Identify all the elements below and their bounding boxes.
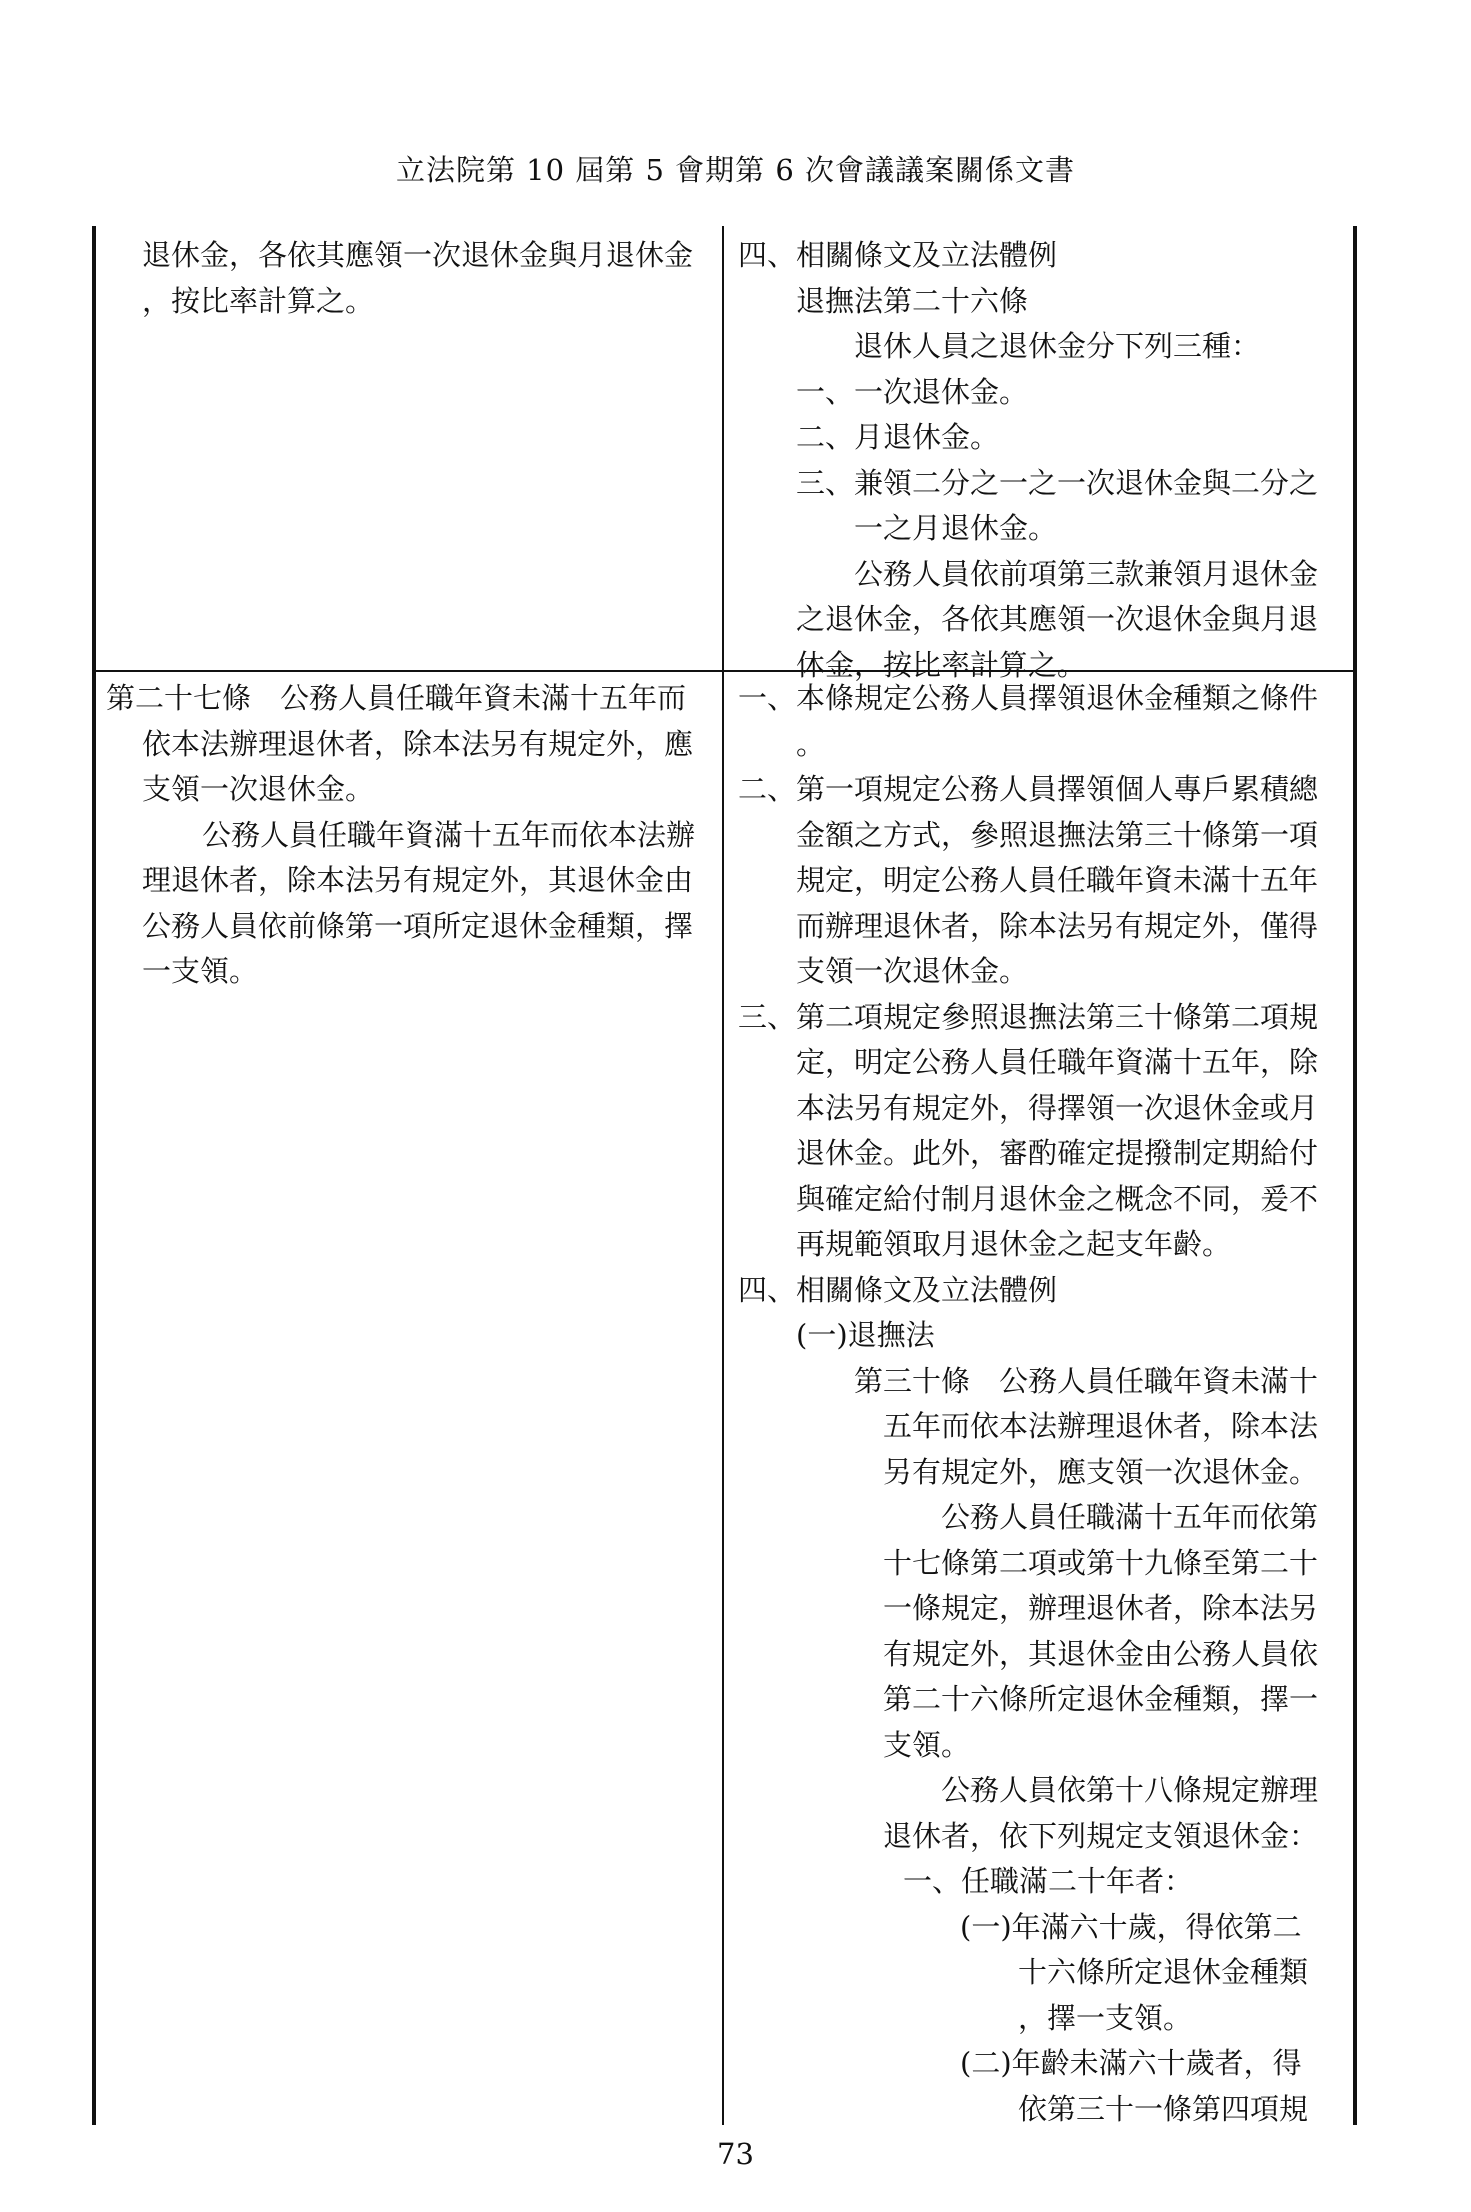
row1-right-cell <box>738 233 1348 688</box>
text-line: 退休金。此外，審酌確定提撥制定期給付 <box>796 1136 1319 1170</box>
text-line: 退休金，各依其應領一次退休金與月退休金 <box>142 238 694 272</box>
text-line: 第二十六條所定退休金種類，擇一 <box>883 1682 1319 1716</box>
text-line: 一條規定，辦理退休者，除本法另 <box>883 1591 1319 1625</box>
text-line: 。 <box>796 726 826 761</box>
text-line: 公務人員依前項第三款兼領月退休金 <box>854 556 1319 591</box>
text-line: 十七條第二項或第十九條至第二十 <box>883 1545 1319 1580</box>
text-line: 二、月退休金。 <box>796 420 1000 454</box>
text-line: 之退休金，各依其應領一次退休金與月退 <box>796 602 1319 636</box>
text-line: 公務人員依前條第一項所定退休金種類，擇 <box>142 908 694 943</box>
page-number: 73 <box>717 2137 754 2171</box>
text-line: (二)年齡未滿六十歲者，得 <box>960 2046 1302 2080</box>
text-line: 一、本條規定公務人員擇領退休金種類之條件 <box>738 681 1319 715</box>
table-right-border <box>1353 226 1357 2125</box>
text-line: 三、兼領二分之一之一次退休金與二分之 <box>796 465 1319 500</box>
text-line: 第二十七條 公務人員任職年資未滿十五年而 <box>106 681 687 715</box>
text-line: 第三十條 公務人員任職年資未滿十 <box>854 1363 1319 1398</box>
text-line: 定，明定公務人員任職年資滿十五年，除 <box>796 1045 1319 1079</box>
text-line: 公務人員任職年資滿十五年而依本法辦 <box>202 817 696 852</box>
text-line: 依本法辦理退休者，除本法另有規定外，應 <box>142 726 694 761</box>
text-line: ，擇一支領。 <box>1018 2000 1193 2035</box>
text-line: 規定，明定公務人員任職年資未滿十五年 <box>796 863 1319 897</box>
text-line: 理退休者，除本法另有規定外，其退休金由 <box>142 863 694 897</box>
text-line: 有規定外，其退休金由公務人員依 <box>883 1636 1319 1671</box>
row1-left-cell <box>106 233 716 324</box>
text-line: 一、一次退休金。 <box>796 374 1029 409</box>
text-line: 四、相關條文及立法體例 <box>738 1272 1058 1307</box>
text-line: 休金，按比率計算之。 <box>796 647 1087 682</box>
text-line: 而辦理退休者，除本法另有規定外，僅得 <box>796 908 1319 943</box>
table-column-divider <box>722 226 724 2125</box>
text-line: ，按比率計算之。 <box>142 283 375 318</box>
text-line: 本法另有規定外，得擇領一次退休金或月 <box>796 1090 1319 1125</box>
text-line: 再規範領取月退休金之起支年齡。 <box>796 1227 1232 1261</box>
text-line: 一支領。 <box>142 954 259 988</box>
text-line: 支領一次退休金。 <box>142 772 375 806</box>
text-line: 二、第一項規定公務人員擇領個人專戶累積總 <box>738 772 1319 806</box>
text-line: 公務人員任職滿十五年而依第 <box>941 1500 1319 1534</box>
text-line: 金額之方式，參照退撫法第三十條第一項 <box>796 817 1319 852</box>
text-line: 一之月退休金。 <box>854 511 1058 545</box>
text-line: 退休者，依下列規定支領退休金： <box>883 1818 1319 1853</box>
text-line: 與確定給付制月退休金之概念不同，爰不 <box>796 1181 1319 1216</box>
row2-left-cell <box>106 676 716 995</box>
text-line: 一、任職滿二十年者： <box>903 1864 1194 1898</box>
text-line: 支領一次退休金。 <box>796 954 1029 988</box>
text-line: 五年而依本法辦理退休者，除本法 <box>883 1409 1319 1443</box>
text-line: 四、相關條文及立法體例 <box>738 238 1058 272</box>
text-line: 支領。 <box>883 1727 971 1762</box>
text-line: (一)退撫法 <box>796 1318 935 1352</box>
text-line: 退撫法第二十六條 <box>796 283 1029 318</box>
page-header: 立法院第 10 屆第 5 會期第 6 次會議議案關係文書 <box>395 153 1076 187</box>
text-line: 三、第二項規定參照退撫法第三十條第二項規 <box>738 999 1319 1034</box>
text-line: 退休人員之退休金分下列三種： <box>854 329 1261 363</box>
text-line: 公務人員依第十八條規定辦理 <box>941 1773 1319 1807</box>
text-line: (一)年滿六十歲，得依第二 <box>960 1909 1302 1944</box>
row2-right-cell <box>738 676 1348 2132</box>
text-line: 另有規定外，應支領一次退休金。 <box>883 1454 1319 1489</box>
text-line: 依第三十一條第四項規 <box>1018 2091 1309 2126</box>
table-left-border <box>92 226 96 2125</box>
text-line: 十六條所定退休金種類 <box>1018 1955 1309 1989</box>
